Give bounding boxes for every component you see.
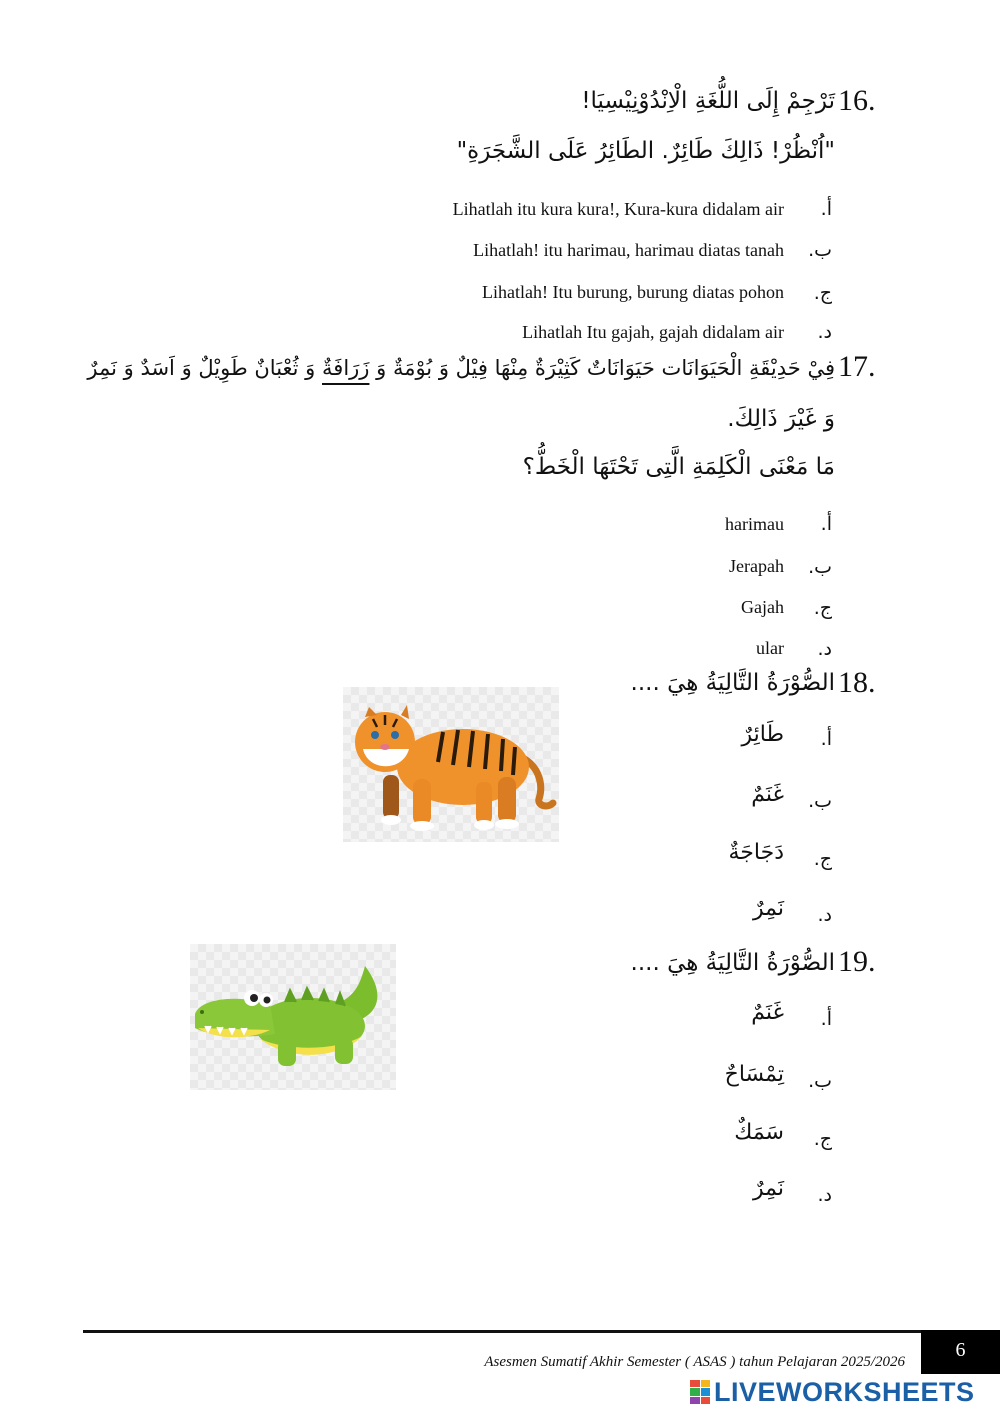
question-prompt: مَا مَعْنَى الْكَلِمَةِ الَّتِى تَحْتَهَا الْخَطُّ؟ [522,454,835,480]
option-letter: ب. [808,1070,832,1092]
crocodile-image [190,944,396,1090]
option-text[interactable]: Jerapah [729,556,784,576]
option-letter: أ. [820,1008,832,1030]
question-number: 16. [838,84,876,117]
question-number: 19. [838,945,876,978]
option-text[interactable]: دَجَاجَةٌ [728,840,784,865]
option-text[interactable]: تِمْسَاحٌ [724,1062,784,1087]
tiger-icon [343,687,559,842]
option-letter: ج. [813,848,832,870]
option-text[interactable]: غَنَمٌ [751,782,784,807]
passage-text: وَ ثُعْبَانٌ طَوِيْلٌ وَ اَسَدٌ وَ نَمِرٌ [87,356,316,380]
option-text[interactable]: نَمِرٌ [753,1176,784,1201]
footer-divider [83,1330,923,1333]
option-letter: أ. [820,198,832,220]
option-text[interactable]: Lihatlah! itu harimau, harimau diatas tanah [473,240,784,260]
option-letter: د. [817,1184,832,1206]
question-instruction: تَرْجِمْ إِلَى اللُّغَةِ الْاِنْدُوْنِيْسِيَا! [581,88,835,114]
footer-text: Asesmen Sumatif Akhir Semester ( ASAS ) tahun Pelajaran 2025/2026 [484,1354,905,1370]
question-number: 18. [838,666,876,699]
option-text[interactable]: غَنَمٌ [751,1000,784,1025]
option-letter: د. [817,904,832,926]
option-letter: أ. [820,513,832,535]
option-letter: ج. [813,597,832,619]
liveworksheets-grid-icon [690,1380,710,1404]
option-letter: أ. [820,728,832,750]
question-passage-line1 [87,356,835,380]
option-letter: د. [817,638,832,660]
option-text[interactable]: طَائِرٌ [741,722,784,747]
question-number: 17. [838,350,876,383]
question-prompt: الصُّوْرَةُ التَّالِيَةُ هِيَ .... [630,950,835,976]
option-text[interactable]: harimau [725,514,784,534]
option-letter: ب. [808,239,832,261]
passage-text: فِيْ حَدِيْقَةِ الْحَيَوَانَات حَيَوَانَاتٌ كَثِيْرَةٌ مِنْهَا فِيْلٌ وَ بُوْمَةٌ وَ [376,356,835,380]
option-text[interactable]: Gajah [741,597,784,617]
underlined-word: زَرَافَةٌ [322,356,370,380]
question-prompt: الصُّوْرَةُ التَّالِيَةُ هِيَ .... [630,670,835,696]
tiger-image [343,687,559,842]
option-letter: ج. [813,282,832,304]
crocodile-icon [190,944,396,1090]
option-text[interactable]: نَمِرٌ [753,896,784,921]
option-text[interactable]: Lihatlah itu kura kura!, Kura-kura didalam air [452,199,784,219]
option-text[interactable]: سَمَكٌ [734,1120,784,1145]
option-letter: د. [817,321,832,343]
arabic-sentence: "اُنْظُرْ! ذَالِكَ طَائِرٌ. الطَائِرُ عَلَى الشَّجَرَةِ" [456,138,835,164]
liveworksheets-logo [690,1374,975,1410]
question-passage-line2: وَ غَيْرَ ذَالِكَ. [727,406,835,432]
option-text[interactable]: Lihatlah! Itu burung, burung diatas pohon [482,282,784,302]
page-number: 6 [921,1330,1000,1374]
option-letter: ج. [813,1128,832,1150]
option-letter: ب. [808,556,832,578]
option-text[interactable]: ular [756,638,784,658]
option-letter: ب. [808,790,832,812]
liveworksheets-wordmark: LIVEWORKSHEETS [714,1376,975,1407]
option-text[interactable]: Lihatlah Itu gajah, gajah didalam air [522,322,784,342]
